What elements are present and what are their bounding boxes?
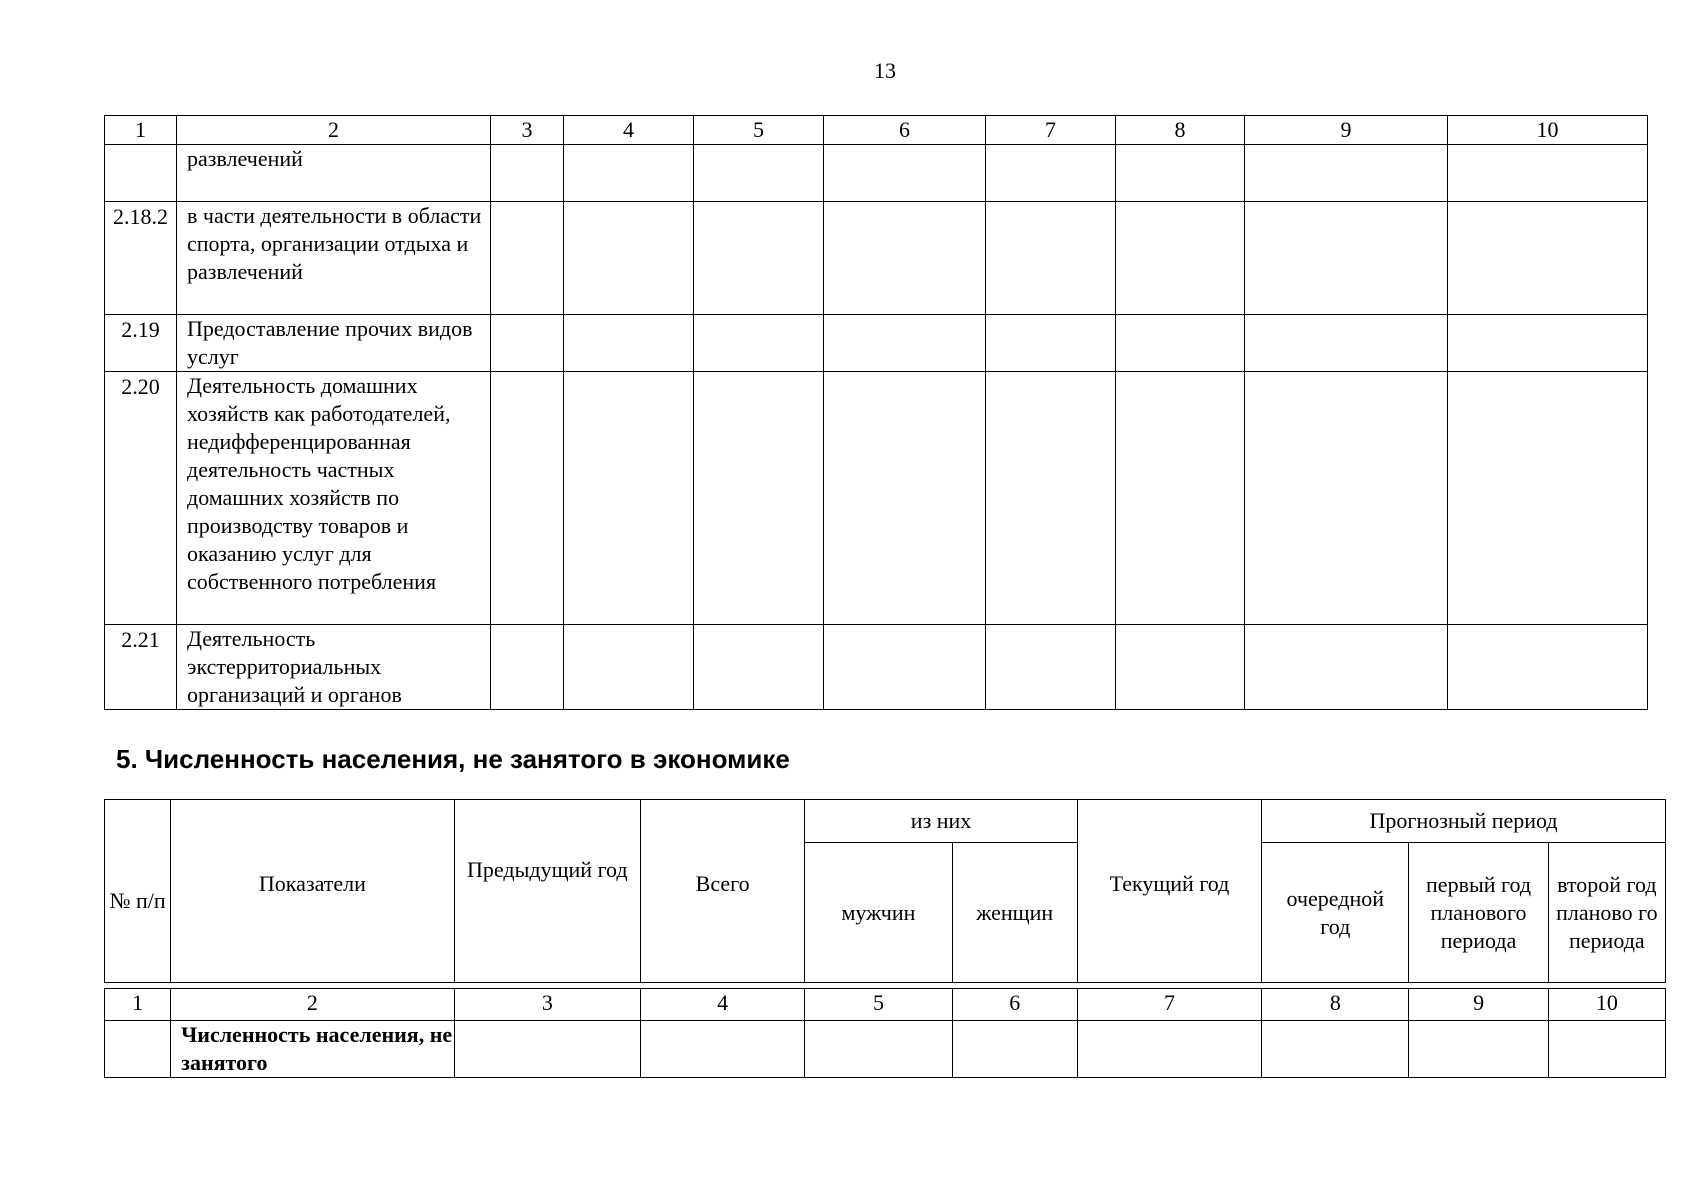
row-indicator: развлечений [177, 145, 491, 202]
value-cell [1245, 625, 1448, 710]
column-number-6: 6 [824, 116, 986, 145]
column-header-indicators: Показатели [171, 800, 455, 983]
value-cell [564, 315, 694, 372]
table-row [105, 372, 1648, 625]
value-cell [824, 625, 986, 710]
column-number-5: 5 [805, 989, 952, 1021]
value-cell [694, 202, 824, 315]
value-cell [1116, 145, 1245, 202]
value-cell [564, 145, 694, 202]
value-cell [986, 625, 1116, 710]
column-header-total: Всего [641, 800, 805, 983]
value-cell [1116, 315, 1245, 372]
column-header-first-plan-year: первый год планового периода [1409, 843, 1548, 983]
column-number-10: 10 [1448, 116, 1648, 145]
value-cell [491, 315, 564, 372]
value-cell [491, 145, 564, 202]
row-number [105, 1021, 171, 1078]
value-cell [1116, 202, 1245, 315]
value-cell [454, 1021, 640, 1078]
row-indicator: Численность населения, не занятого [171, 1021, 455, 1078]
value-cell [694, 145, 824, 202]
column-number-2: 2 [177, 116, 491, 145]
value-cell [986, 315, 1116, 372]
column-number-9: 9 [1409, 989, 1548, 1021]
value-cell [986, 372, 1116, 625]
row-number: 2.21 [105, 625, 177, 710]
value-cell [1448, 145, 1648, 202]
table-row [105, 202, 1648, 315]
value-cell [491, 202, 564, 315]
table-header-row [105, 116, 1648, 145]
value-cell [986, 145, 1116, 202]
value-cell [824, 202, 986, 315]
value-cell [824, 315, 986, 372]
column-number-8: 8 [1116, 116, 1245, 145]
unemployed-population-table [104, 988, 1666, 1078]
value-cell [824, 145, 986, 202]
column-number-10: 10 [1548, 989, 1665, 1021]
column-number-4: 4 [641, 989, 805, 1021]
column-number-3: 3 [454, 989, 640, 1021]
unemployed-population-header-table [104, 799, 1666, 983]
column-header-men: мужчин [805, 843, 952, 983]
value-cell [1409, 1021, 1548, 1078]
row-indicator: в части деятельности в области спорта, организации отдыха и развлечений [177, 202, 491, 315]
value-cell [952, 1021, 1077, 1078]
value-cell [824, 372, 986, 625]
column-number-3: 3 [491, 116, 564, 145]
column-header-women: женщин [952, 843, 1077, 983]
column-header-of-them: из них [805, 800, 1078, 843]
value-cell [1116, 625, 1245, 710]
row-number: 2.18.2 [105, 202, 177, 315]
section-title: 5. Численность населения, не занятого в экономике [116, 744, 790, 774]
row-indicator: Деятельность экстерриториальных организаций и органов [177, 625, 491, 710]
table-row [105, 625, 1648, 710]
value-cell [491, 372, 564, 625]
column-number-7: 7 [1077, 989, 1261, 1021]
row-indicator: Предоставление прочих видов услуг [177, 315, 491, 372]
column-number-1: 1 [105, 989, 171, 1021]
table-row [105, 315, 1648, 372]
table-row [105, 145, 1648, 202]
row-number: 2.20 [105, 372, 177, 625]
table-header-row [105, 989, 1666, 1021]
column-header-next-year: очередной год [1262, 843, 1409, 983]
column-number-7: 7 [986, 116, 1116, 145]
column-number-1: 1 [105, 116, 177, 145]
table-header-row [105, 800, 1666, 843]
column-header-forecast-period: Прогнозный период [1262, 800, 1666, 843]
column-header-current-year: Текущий год [1077, 800, 1261, 983]
column-number-4: 4 [564, 116, 694, 145]
value-cell [564, 625, 694, 710]
value-cell [986, 202, 1116, 315]
value-cell [694, 372, 824, 625]
value-cell [1245, 372, 1448, 625]
column-header-no: № п/п [105, 800, 171, 983]
value-cell [564, 202, 694, 315]
column-header-second-plan-year: второй год планово го периода [1548, 843, 1665, 983]
table-row [105, 1021, 1666, 1078]
value-cell [1448, 625, 1648, 710]
column-number-5: 5 [694, 116, 824, 145]
value-cell [491, 625, 564, 710]
page-number: 13 [874, 58, 896, 83]
value-cell [1262, 1021, 1409, 1078]
column-number-2: 2 [171, 989, 455, 1021]
value-cell [1116, 372, 1245, 625]
value-cell [1245, 315, 1448, 372]
column-number-8: 8 [1262, 989, 1409, 1021]
value-cell [1245, 202, 1448, 315]
value-cell [1077, 1021, 1261, 1078]
column-number-9: 9 [1245, 116, 1448, 145]
value-cell [1448, 315, 1648, 372]
employment-table-continued [104, 115, 1648, 710]
value-cell [805, 1021, 952, 1078]
row-indicator: Деятельность домашних хозяйств как работодателей, недифференцированная деятельность частных домашних хозяйств по производству товаров и оказанию услуг для собственного потребления [177, 372, 491, 625]
value-cell [1548, 1021, 1665, 1078]
value-cell [1448, 202, 1648, 315]
value-cell [641, 1021, 805, 1078]
value-cell [1245, 145, 1448, 202]
row-number [105, 145, 177, 202]
value-cell [564, 372, 694, 625]
row-number: 2.19 [105, 315, 177, 372]
column-header-previous-year: Предыдущий год [454, 800, 640, 983]
value-cell [694, 315, 824, 372]
value-cell [1448, 372, 1648, 625]
value-cell [694, 625, 824, 710]
column-number-6: 6 [952, 989, 1077, 1021]
